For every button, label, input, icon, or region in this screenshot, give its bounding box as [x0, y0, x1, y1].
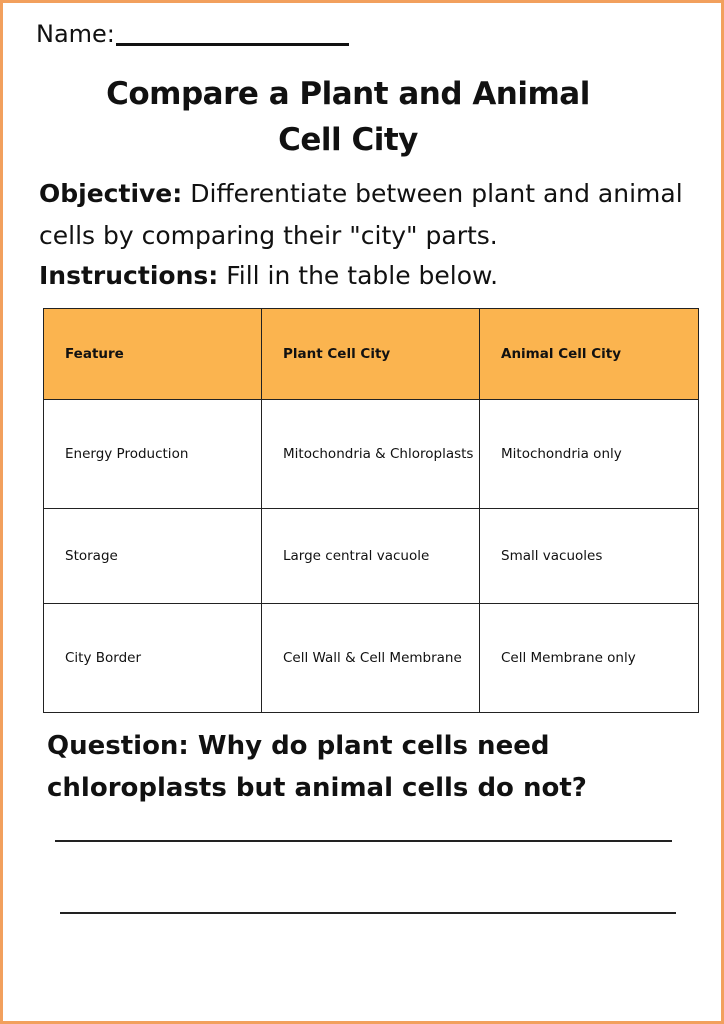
title-line-2: Cell City: [278, 122, 418, 158]
table-cell: Energy Production: [44, 400, 262, 509]
objective-paragraph: [39, 173, 699, 257]
table-row: [44, 400, 699, 509]
question-text: Question: Why do plant cells need chloroplasts but animal cells do not?: [47, 731, 587, 803]
table-row: [44, 509, 699, 604]
table-cell: Cell Membrane only: [480, 604, 699, 713]
table-cell: Storage: [44, 509, 262, 604]
table-cell: City Border: [44, 604, 262, 713]
title-line-1: Compare a Plant and Animal: [106, 76, 590, 112]
table-cell: Mitochondria only: [480, 400, 699, 509]
instructions-text: Fill in the table below.: [226, 261, 499, 290]
name-label: Name:: [36, 20, 115, 48]
objective-text: Differentiate between plant and animal cells by comparing their "city" parts.: [39, 179, 683, 250]
header-plant-cell-city: Plant Cell City: [262, 309, 480, 400]
instructions-paragraph: [39, 255, 699, 297]
name-blank-line[interactable]: [116, 43, 349, 46]
table-cell: Cell Wall & Cell Membrane: [262, 604, 480, 713]
objective-label: Objective:: [39, 179, 183, 208]
comparison-table: [43, 308, 699, 713]
table-row: [44, 604, 699, 713]
instructions-label: Instructions:: [39, 261, 219, 290]
table-cell: Large central vacuole: [262, 509, 480, 604]
table-header-row: [44, 309, 699, 400]
name-field: [36, 19, 349, 49]
table-cell: Small vacuoles: [480, 509, 699, 604]
table-cell: Mitochondria & Chloroplasts: [262, 400, 480, 509]
answer-line[interactable]: [55, 840, 672, 842]
worksheet-title: [3, 71, 693, 163]
answer-line[interactable]: [60, 912, 676, 914]
header-animal-cell-city: Animal Cell City: [480, 309, 699, 400]
header-feature: Feature: [44, 309, 262, 400]
